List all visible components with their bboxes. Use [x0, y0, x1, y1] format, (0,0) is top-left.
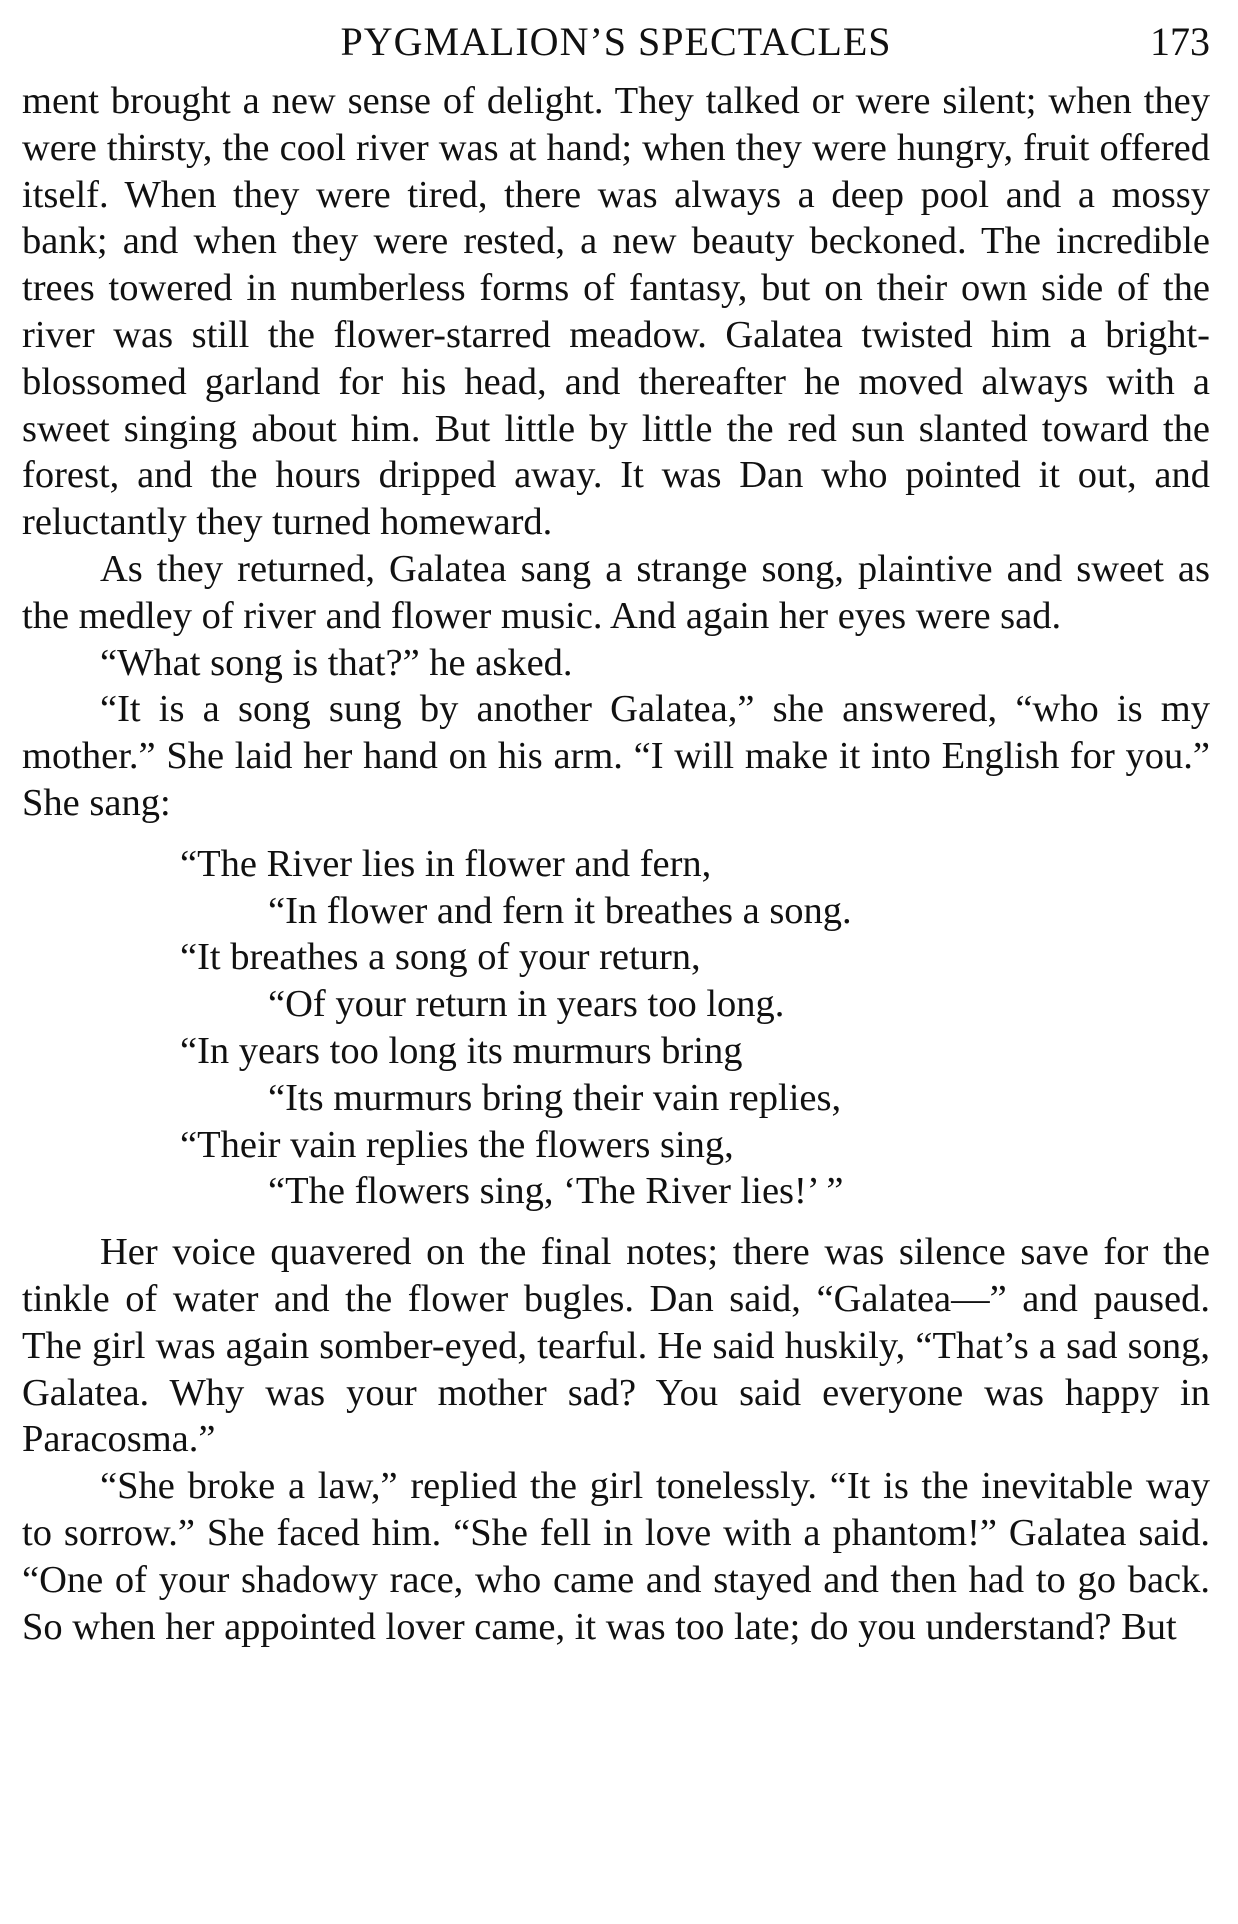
poem-line: “In years too long its murmurs bring	[180, 1029, 743, 1072]
book-page	[22, 14, 1210, 1650]
paragraph: “She broke a law,” replied the girl tonelessly. “It is the inevitable way to sorrow.” She faced him. “She fell in love with a phantom!” Galatea said. “One of your shadowy race, who came and stayed and then had to go back. So when her appointed lover came, it was too late; do you understand? But	[22, 1465, 1210, 1648]
paragraph: “It is a song sung by another Galatea,” she answered, “who is my mother.” She laid her hand on his arm. “I will make it into English for you.” She sang:	[22, 688, 1210, 824]
paragraph: As they returned, Galatea sang a strange song, plaintive and sweet as the medley of river and flower music. And again her eyes were sad.	[22, 547, 1210, 637]
poem-line: “It breathes a song of your return,	[180, 936, 701, 979]
poem	[180, 841, 1210, 1215]
poem-line: “Its murmurs bring their vain replies,	[268, 1076, 842, 1119]
page-header	[22, 14, 1210, 78]
poem-line: “In flower and fern it breathes a song.	[268, 889, 852, 932]
poem-line: “The River lies in flower and fern,	[180, 842, 712, 885]
paragraph-continued: ment brought a new sense of delight. They talked or were silent; when they were thirsty, the cool river was at hand; when they were hungry, fruit offered itself. When they were tired, there was always a deep pool and a mossy bank; and when they were rested, a new beauty beckoned. The incredible trees towered in numberless forms of fantasy, but on their own side of the river was still the flower-starred meadow. Galatea twisted him a bright-blossomed garland for his head, and thereafter he moved always with a sweet singing about him. But little by little the red sun slanted toward the forest, and the hours dripped away. It was Dan who pointed it out, and reluctantly they turned homeward.	[22, 80, 1210, 544]
running-head: PYGMALION’S SPECTACLES	[340, 19, 892, 64]
poem-line: “Their vain replies the flowers sing,	[180, 1123, 734, 1166]
poem-line: “The flowers sing, ‘The River lies!’ ”	[268, 1170, 844, 1213]
page-number: 173	[1150, 19, 1210, 64]
paragraph: “What song is that?” he asked.	[100, 641, 573, 684]
page-body	[22, 78, 1210, 1650]
poem-line: “Of your return in years too long.	[268, 983, 785, 1026]
paragraph: Her voice quavered on the final notes; there was silence save for the tinkle of water and the flower bugles. Dan said, “Galatea—” and paused. The girl was again somber-eyed, tearful. He said huskily, “That’s a sad song, Galatea. Why was your mother sad? You said everyone was happy in Paracosma.”	[22, 1231, 1210, 1461]
